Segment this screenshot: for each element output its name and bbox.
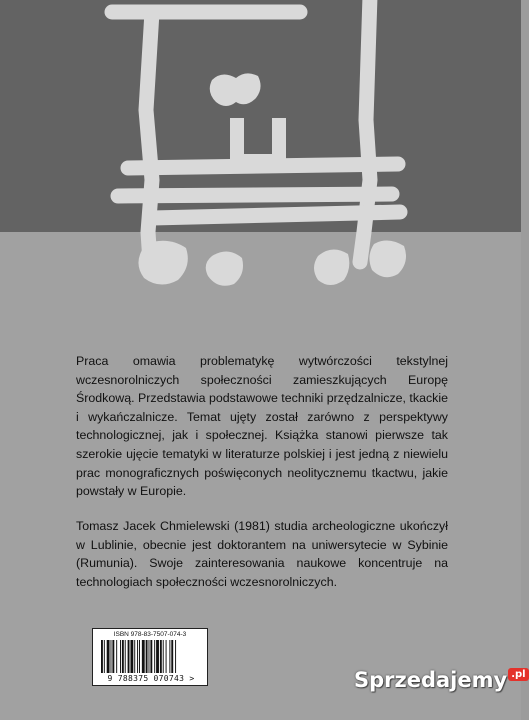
loom-weights-motif-icon [0,0,521,320]
watermark-badge: .pl [508,668,528,681]
isbn-label: ISBN 978-83-7507-074-3 [113,631,187,638]
author-bio-paragraph: Tomasz Jacek Chmielewski (1981) studia archeologiczne ukończył w Lublinie, obecnie jest doktorantem na uniwersytecie w Sybinie (Rumunia). Swoje zainteresowania naukowe koncentruje na technologiach społeczności wczesnorolniczych. [76,519,448,589]
isbn-barcode [92,628,208,686]
sprzedajemy-watermark [354,668,529,692]
watermark-text: Sprzedajemy [354,668,508,692]
barcode-icon [101,640,201,673]
barcode-digits: 9 788375 070743 > [107,674,195,683]
description-paragraph-1: Praca omawia problematykę wytwórczości tekstylnej wczesnorolniczych społeczności zamieszkujących Europę Środkową. Przedstawia podstawowe techniki przędzalnicze, tkackie i wykańczalnicze. Temat ujęty został zarówno z perspektywy technologicznej, jak i społecznej. Książka stanowi pierwsze tak szerokie ujęcie tematyki w literaturze polskiej i jest jedną z niewielu prac monograficznych poświęconych neolitycznemu tkactwu, jakie powstały w Europie. [76,354,448,499]
